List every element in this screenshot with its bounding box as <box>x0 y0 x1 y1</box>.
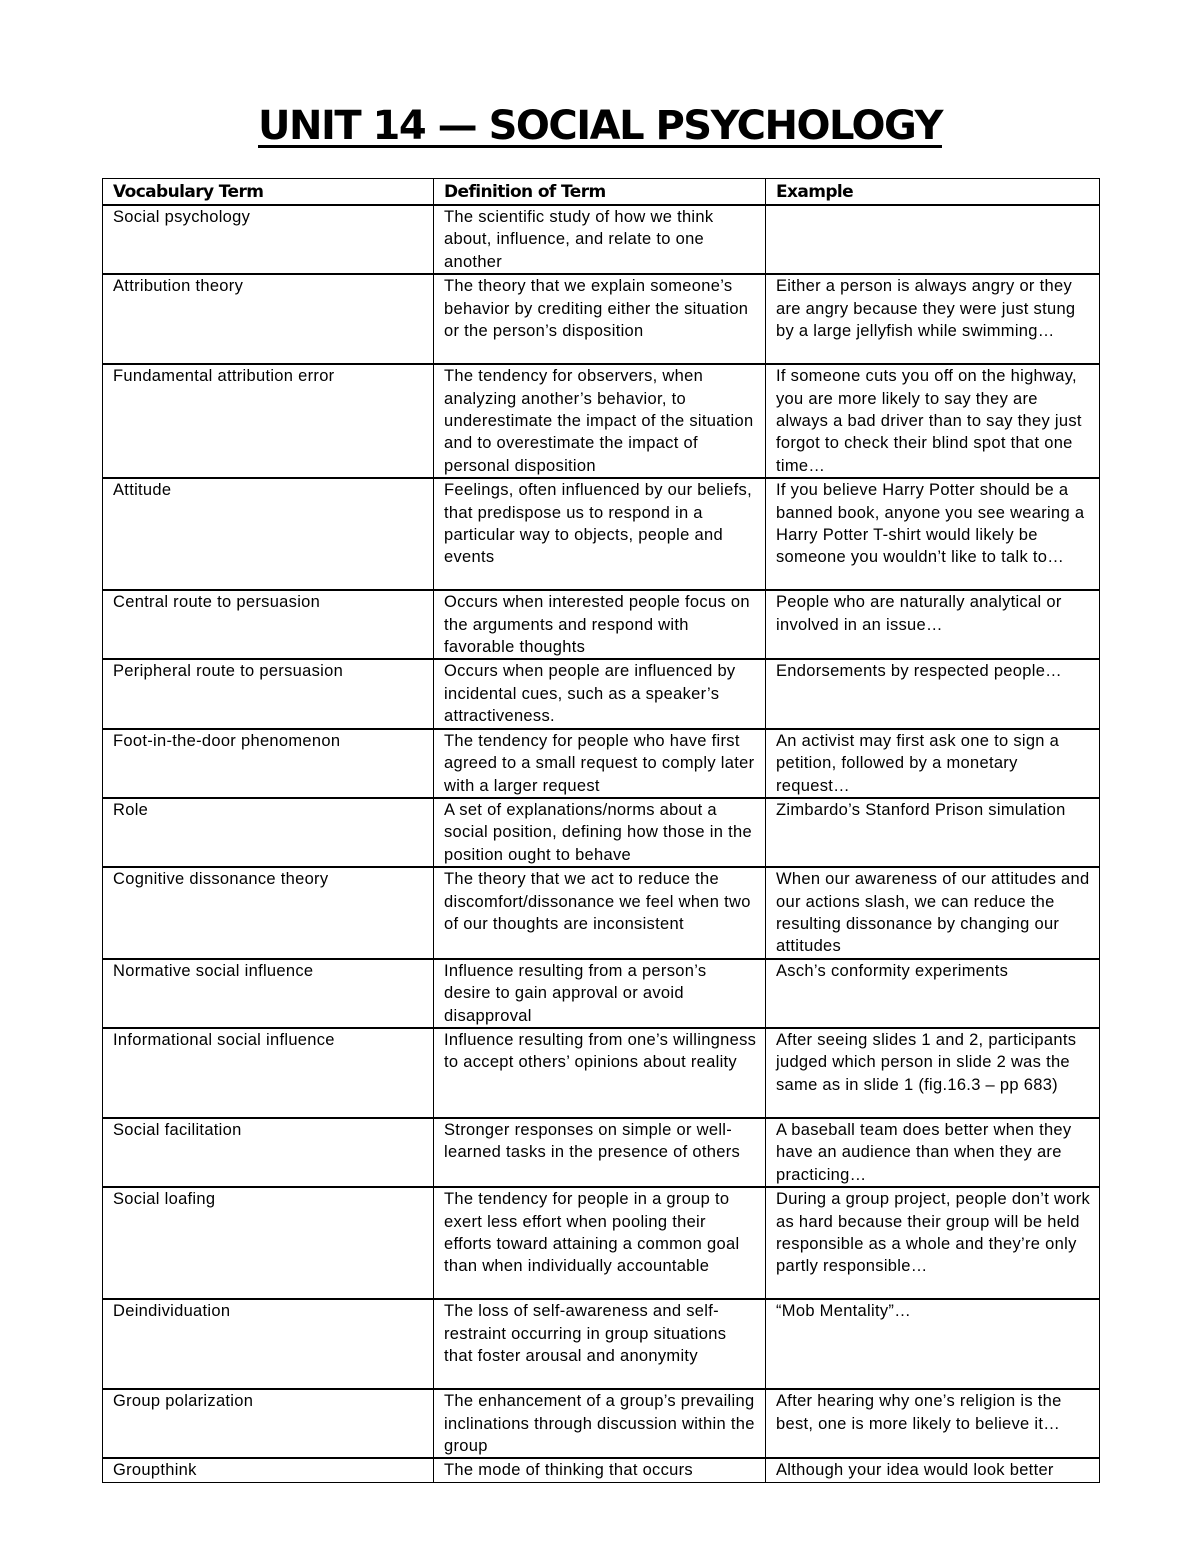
term-cell: Social loafing <box>103 1187 434 1299</box>
table-row <box>103 274 1100 364</box>
example-cell: “Mob Mentality”… <box>766 1299 1100 1389</box>
example-cell: After hearing why one’s religion is the best, one is more likely to believe it… <box>766 1389 1100 1458</box>
table-row <box>103 1299 1100 1389</box>
table-row <box>103 959 1100 1028</box>
definition-cell: A set of explanations/norms about a social position, defining how those in the position ought to behave <box>434 798 766 867</box>
term-cell: Social psychology <box>103 205 434 274</box>
term-cell: Group polarization <box>103 1389 434 1458</box>
vocabulary-table <box>102 178 1100 1483</box>
example-cell: After seeing slides 1 and 2, participants judged which person in slide 2 was the same as in slide 1 (fig.16.3 – pp 683) <box>766 1028 1100 1118</box>
definition-cell: Occurs when interested people focus on the arguments and respond with favorable thoughts <box>434 590 766 659</box>
example-cell: People who are naturally analytical or involved in an issue… <box>766 590 1100 659</box>
table-row <box>103 867 1100 959</box>
example-cell: If someone cuts you off on the highway, you are more likely to say they are always a bad driver than to say they just forgot to check their blind spot that one time… <box>766 364 1100 478</box>
table-row <box>103 364 1100 478</box>
term-cell: Social facilitation <box>103 1118 434 1187</box>
page-title <box>0 98 1200 154</box>
definition-cell: Feelings, often influenced by our beliefs, that predispose us to respond in a particular way to objects, people and events <box>434 478 766 590</box>
table-row <box>103 590 1100 659</box>
term-cell: Attitude <box>103 478 434 590</box>
term-cell: Informational social influence <box>103 1028 434 1118</box>
table-row <box>103 729 1100 798</box>
table-header-row <box>103 179 1100 206</box>
header-vocabulary-term: Vocabulary Term <box>103 179 434 206</box>
definition-cell: The mode of thinking that occurs <box>434 1458 766 1482</box>
definition-cell: Stronger responses on simple or well-learned tasks in the presence of others <box>434 1118 766 1187</box>
page-title-text: UNIT 14 — SOCIAL PSYCHOLOGY <box>258 103 942 149</box>
definition-cell: Occurs when people are influenced by incidental cues, such as a speaker’s attractiveness. <box>434 659 766 728</box>
definition-cell: The theory that we explain someone’s behavior by crediting either the situation or the person’s disposition <box>434 274 766 364</box>
term-cell: Fundamental attribution error <box>103 364 434 478</box>
header-definition: Definition of Term <box>434 179 766 206</box>
header-example: Example <box>766 179 1100 206</box>
definition-cell: Influence resulting from a person’s desire to gain approval or avoid disapproval <box>434 959 766 1028</box>
term-cell: Deindividuation <box>103 1299 434 1389</box>
example-cell: Either a person is always angry or they are angry because they were just stung by a large jellyfish while swimming… <box>766 274 1100 364</box>
table-row <box>103 1028 1100 1118</box>
term-cell: Groupthink <box>103 1458 434 1482</box>
table-row <box>103 1458 1100 1482</box>
table-row <box>103 798 1100 867</box>
term-cell: Role <box>103 798 434 867</box>
example-cell: A baseball team does better when they have an audience than when they are practicing… <box>766 1118 1100 1187</box>
definition-cell: The scientific study of how we think about, influence, and relate to one another <box>434 205 766 274</box>
table-row <box>103 1187 1100 1299</box>
term-cell: Central route to persuasion <box>103 590 434 659</box>
term-cell: Normative social influence <box>103 959 434 1028</box>
example-cell: Zimbardo’s Stanford Prison simulation <box>766 798 1100 867</box>
definition-cell: Influence resulting from one’s willingness to accept others’ opinions about reality <box>434 1028 766 1118</box>
example-cell: An activist may first ask one to sign a petition, followed by a monetary request… <box>766 729 1100 798</box>
table-row <box>103 659 1100 728</box>
term-cell: Foot-in-the-door phenomenon <box>103 729 434 798</box>
example-cell: During a group project, people don’t work as hard because their group will be held responsible as a whole and they’re only partly responsible… <box>766 1187 1100 1299</box>
example-cell: When our awareness of our attitudes and our actions slash, we can reduce the resulting dissonance by changing our attitudes <box>766 867 1100 959</box>
definition-cell: The enhancement of a group’s prevailing inclinations through discussion within the group <box>434 1389 766 1458</box>
example-cell: Although your idea would look better <box>766 1458 1100 1482</box>
table-row <box>103 205 1100 274</box>
table-row <box>103 1118 1100 1187</box>
example-cell: Endorsements by respected people… <box>766 659 1100 728</box>
definition-cell: The tendency for people in a group to exert less effort when pooling their efforts toward attaining a common goal than when individually accountable <box>434 1187 766 1299</box>
definition-cell: The tendency for people who have first agreed to a small request to comply later with a larger request <box>434 729 766 798</box>
table-row <box>103 1389 1100 1458</box>
example-cell <box>766 205 1100 274</box>
example-cell: If you believe Harry Potter should be a banned book, anyone you see wearing a Harry Potter T-shirt would likely be someone you wouldn’t like to talk to… <box>766 478 1100 590</box>
definition-cell: The loss of self-awareness and self-restraint occurring in group situations that foster arousal and anonymity <box>434 1299 766 1389</box>
table-row <box>103 478 1100 590</box>
definition-cell: The tendency for observers, when analyzing another’s behavior, to underestimate the impact of the situation and to overestimate the impact of personal disposition <box>434 364 766 478</box>
example-cell: Asch’s conformity experiments <box>766 959 1100 1028</box>
term-cell: Cognitive dissonance theory <box>103 867 434 959</box>
definition-cell: The theory that we act to reduce the discomfort/dissonance we feel when two of our thoughts are inconsistent <box>434 867 766 959</box>
term-cell: Attribution theory <box>103 274 434 364</box>
term-cell: Peripheral route to persuasion <box>103 659 434 728</box>
